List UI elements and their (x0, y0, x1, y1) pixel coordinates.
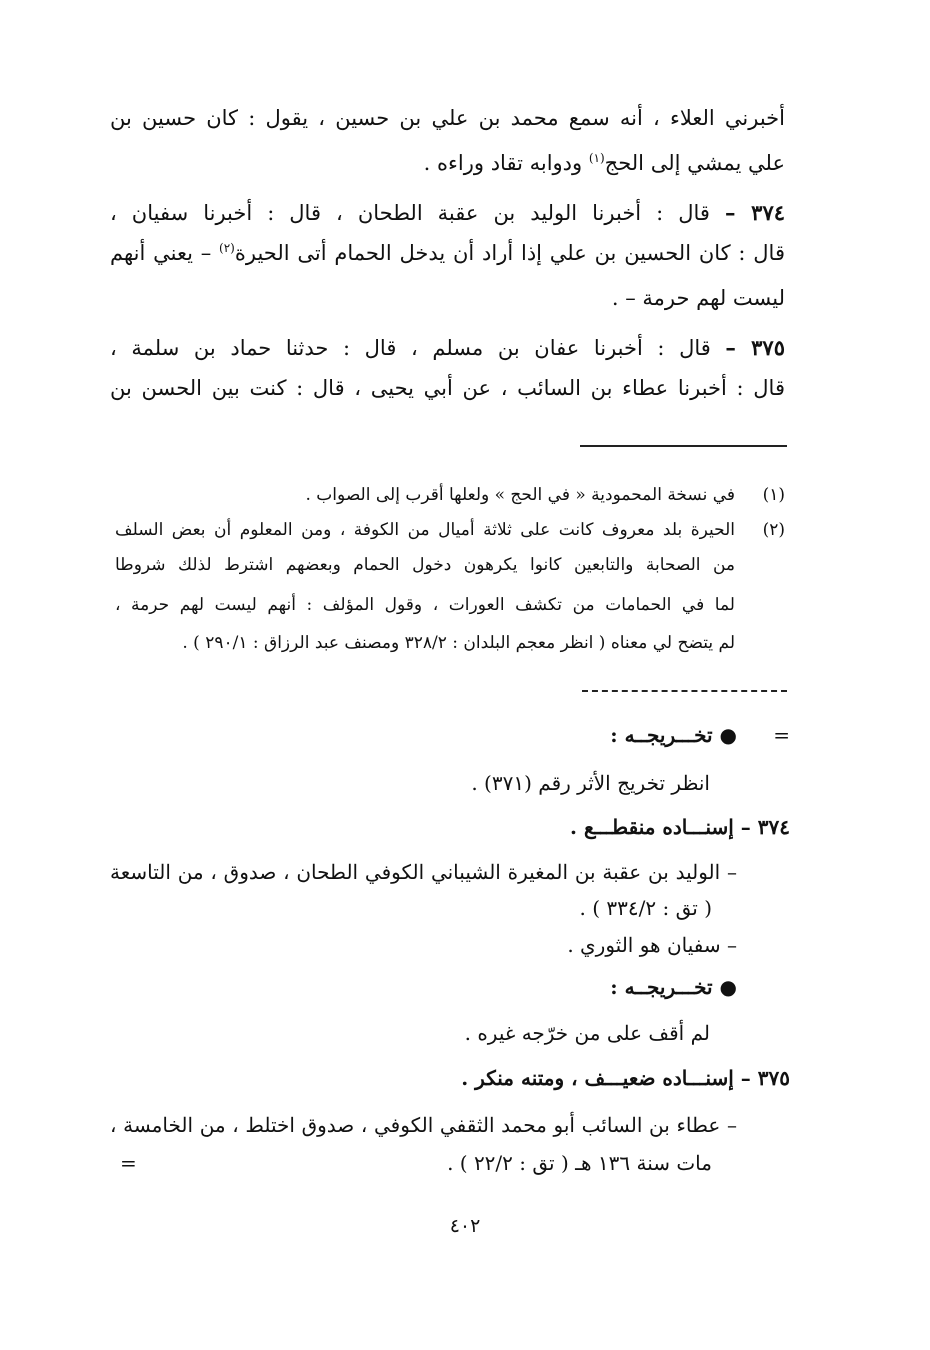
note-375-number: ٣٧٥ – (740, 1066, 790, 1090)
footnote-ref-2: (٢) (219, 241, 235, 255)
main-line-4-b: – يعني أنهم (110, 241, 220, 265)
main-line-6 (110, 333, 785, 363)
main-line-3-text: قال : أخبرنا الوليد بن عقبة الطحان ، قال : أخبرنا سفيان ، (110, 201, 710, 225)
end-continuation-mark: = (120, 1151, 137, 1175)
footnote-2-line-3: لما في الحمامات من تكشف العورات ، وقول المؤلف : أنهم ليست لهم حرمة ، (115, 595, 735, 615)
main-line-1: أخبرني العلاء ، أنه سمع محمد بن علي بن حسين ، يقول : كان حسين بن (110, 106, 785, 130)
main-line-7: قال : أخبرنا عطاء بن السائب ، عن أبي يحيى ، قال : كنت بين الحسن بن (110, 376, 785, 400)
footnote-2-line-4: لم يتضح لي معناه ( انظر معجم البلدان : ٣٢٨/٢ ومصنف عبد الرزاق : ٢٩٠/١ ) . (182, 633, 735, 653)
footnote-marker-1: (١) (762, 485, 785, 505)
page-number: ٤٠٢ (449, 1215, 481, 1237)
main-line-4 (110, 238, 785, 268)
main-line-2-b: ودوابه تقاد وراءه . (423, 151, 589, 175)
main-line-2-a: علي يمشي إلى الحج (604, 151, 785, 175)
bullet-icon: ● (719, 975, 737, 999)
footnote-2-line-2: من الصحابة والتابعين كانوا يكرهون دخول الحمام وبعضهم اشترط لذلك شروطا (115, 555, 735, 575)
continuation-mark: = (773, 723, 790, 747)
footnote-ref-1: (١) (588, 151, 605, 165)
takhrij-heading-1 (610, 720, 737, 750)
note-375-item-1-line-1: – عطاء بن السائب أبو محمد الثقفي الكوفي ، صدوق اختلط ، من الخامسة ، (110, 1113, 737, 1137)
note-374-item-1-line-2: ( تق : ٣٣٤/٢ ) . (579, 896, 712, 920)
footnote-marker-2: (٢) (762, 520, 785, 540)
main-line-6-text: قال : أخبرنا عفان بن مسلم ، قال : حدثنا حماد بن سلمة ، (110, 336, 711, 360)
takhrij-heading-2-text: تخـــريجــه : (610, 975, 713, 999)
note-375-title: إسنـــاده ضعيـــف ، ومتنه منكر . (461, 1066, 734, 1090)
main-line-4-a: قال : كان الحسين بن علي إذا أراد أن يدخل الحمام أتى الحيرة (234, 241, 785, 265)
main-line-3 (110, 198, 785, 228)
takhrij-heading-1-text: تخـــريجــه : (610, 723, 713, 747)
footnote-2-line-1: الحيرة بلد معروف كانت على ثلاثة أميال من الكوفة ، ومن المعلوم أن بعض السلف (115, 520, 735, 540)
athar-number-374: ٣٧٤ – (725, 200, 786, 225)
bullet-icon: ● (719, 723, 737, 747)
note-375-heading (461, 1063, 790, 1093)
main-line-2 (424, 148, 785, 178)
athar-number-375: ٣٧٥ – (725, 335, 785, 360)
note-374-item-1-line-1: – الوليد بن عقبة بن المغيرة الشيباني الكوفي الطحان ، صدوق ، من التاسعة (110, 860, 737, 884)
note-374-item-2: – سفيان هو الثوري . (567, 933, 737, 957)
notes-separator (582, 690, 787, 692)
takhrij-371: انظر تخريج الأثر رقم (٣٧١) . (471, 771, 710, 795)
note-374-heading (570, 812, 790, 842)
main-line-5: ليست لهم حرمة – . (611, 286, 785, 310)
note-374-number: ٣٧٤ – (740, 815, 790, 839)
takhrij-heading-2 (610, 972, 737, 1002)
footnote-separator (580, 445, 787, 447)
footnote-1-text: في نسخة المحمودية « في الحج » ولعلها أقرب إلى الصواب . (305, 485, 735, 505)
note-375-item-1-line-2: مات سنة ١٣٦ هـ ( تق : ٢٢/٢ ) . (447, 1151, 712, 1175)
takhrij-2-text: لم أقف على من خرّجه غيره . (464, 1021, 710, 1045)
note-374-title: إسنـــاده منقطـــع . (570, 815, 734, 839)
